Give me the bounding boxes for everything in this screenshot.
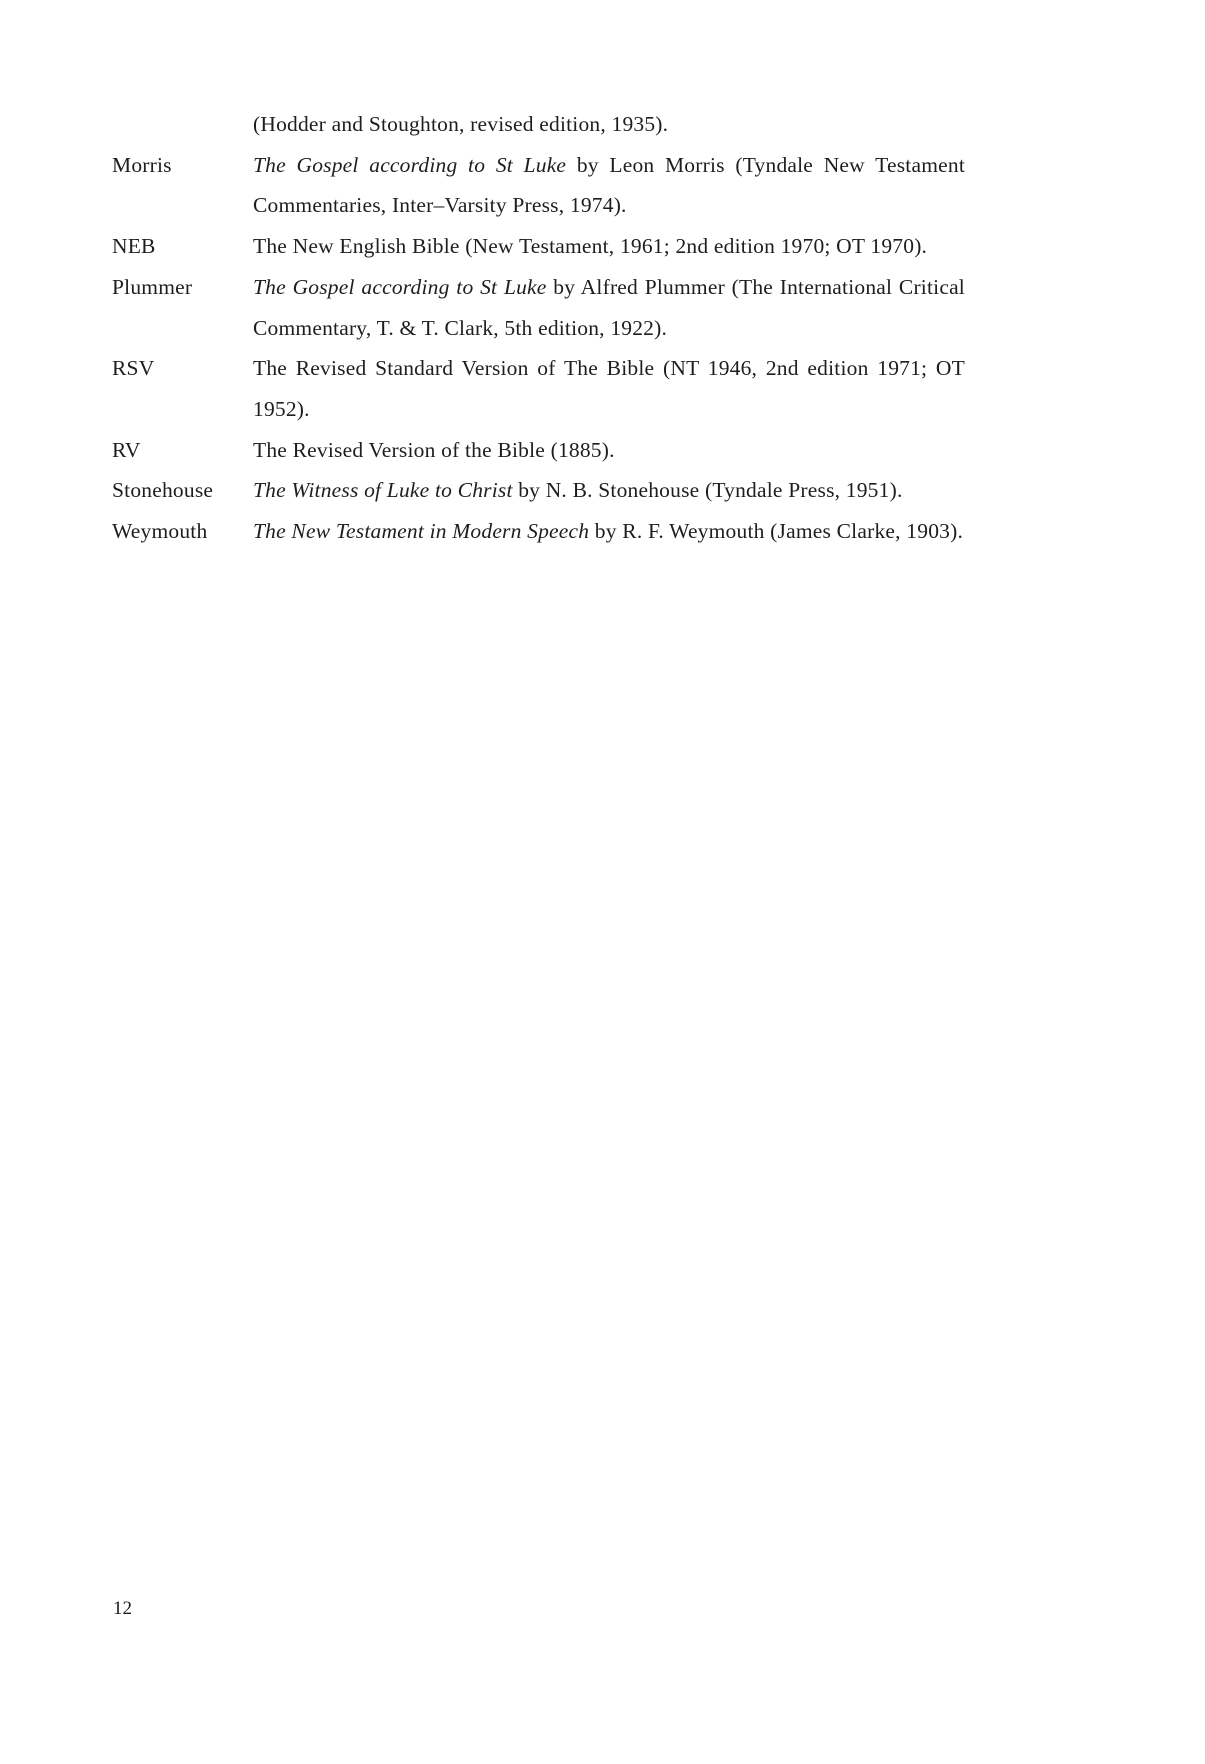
entry-description bbox=[253, 267, 965, 348]
entry-text: (Hodder and Stoughton, revised edition, 1935). bbox=[253, 112, 669, 136]
entry-text: by N. B. Stonehouse (Tyndale Press, 1951). bbox=[512, 478, 903, 503]
abbreviation-label: Morris bbox=[112, 152, 172, 177]
entry-description bbox=[253, 145, 965, 226]
book-title: The Gospel according to St Luke bbox=[253, 274, 547, 299]
entry-text: The Revised Version of the Bible (1885). bbox=[253, 437, 615, 462]
entry-description bbox=[253, 226, 965, 267]
abbreviation-entry bbox=[112, 226, 965, 267]
book-title: The Gospel according to St Luke bbox=[253, 152, 567, 177]
entry-text: by R. F. Weymouth (James Clarke, 1903). bbox=[589, 519, 964, 544]
abbreviation-label: Plummer bbox=[112, 274, 193, 299]
abbreviation-entry bbox=[112, 267, 965, 348]
entry-description bbox=[253, 104, 965, 145]
entry-text: The Revised Standard Version of The Bible (NT 1946, 2nd edition 1971; OT 1952). bbox=[253, 356, 965, 421]
page-number: 12 bbox=[113, 1598, 132, 1619]
abbreviation-entry bbox=[112, 145, 965, 226]
abbreviation-label: Weymouth bbox=[112, 519, 208, 544]
abbreviation-entry bbox=[112, 430, 965, 471]
abbreviation-label: NEB bbox=[112, 234, 156, 259]
book-title: The New Testament in Modern Speech bbox=[253, 519, 590, 544]
entry-description bbox=[253, 348, 965, 429]
entry-description bbox=[253, 430, 965, 471]
abbreviation-entry bbox=[112, 470, 965, 511]
abbreviation-entry bbox=[112, 511, 965, 552]
entry-description bbox=[253, 470, 965, 511]
abbreviation-label: Stonehouse bbox=[112, 478, 214, 503]
abbreviation-label: RV bbox=[112, 437, 141, 462]
abbreviation-entry bbox=[112, 348, 965, 429]
entry-text: The New English Bible (New Testament, 1961; 2nd edition 1970; OT 1970). bbox=[253, 234, 928, 259]
entry-text: by Alfred Plummer (The International Critical Commentary, T. & T. Clark, 5th edition, 1922). bbox=[253, 274, 965, 340]
abbreviation-label: RSV bbox=[112, 356, 155, 381]
entry-description bbox=[253, 511, 965, 552]
abbreviations-list bbox=[112, 104, 965, 552]
entry-text: by Leon Morris (Tyndale New Testament Commentaries, Inter–Varsity Press, 1974). bbox=[253, 152, 965, 218]
book-title: The Witness of Luke to Christ bbox=[253, 478, 513, 503]
abbreviation-entry bbox=[112, 104, 965, 145]
